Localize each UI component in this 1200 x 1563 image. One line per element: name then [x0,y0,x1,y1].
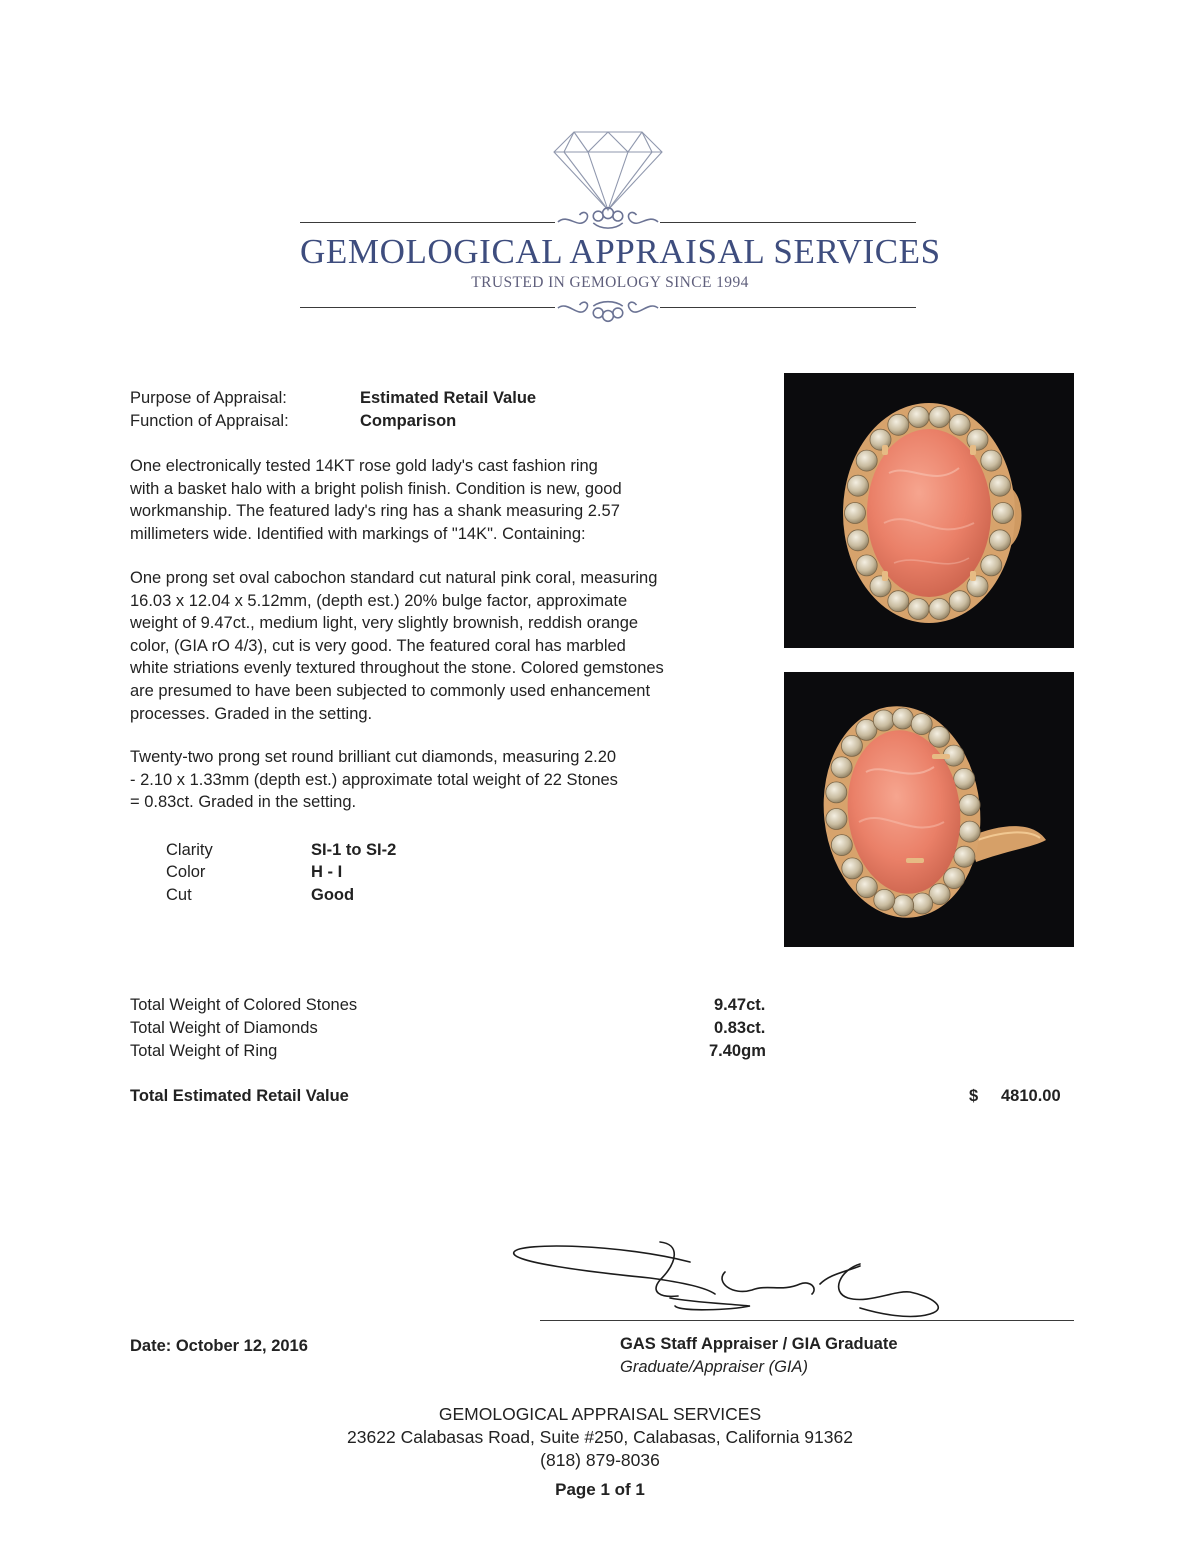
grade-value-color: H - I [311,863,343,881]
coral-description-line: weight of 9.47ct., medium light, very slightly brownish, reddish orange [130,614,639,633]
footer-company: GEMOLOGICAL APPRAISAL SERVICES [438,1404,762,1424]
total-ring-label: Total Weight of Ring [130,1042,278,1060]
halo-diamond [893,895,914,916]
coral-description-line: white striations evenly textured throughout the stone. Colored gemstones [130,659,664,678]
ring-description-line: with a basket halo with a bright polish finish. Condition is new, good [130,479,622,498]
ring-photo-bottom [784,672,1074,947]
halo-diamond [990,475,1011,496]
header-bottom-rule [300,307,555,308]
halo-diamond [873,710,894,731]
header-top-rule [300,222,555,223]
coral-description-line: 16.03 x 12.04 x 5.12mm, (depth est.) 20% bulge factor, approximate [130,591,628,610]
halo-diamond [842,858,863,879]
grade-value-clarity: SI-1 to SI-2 [311,841,397,859]
halo-diamond [911,714,932,735]
footer-address: 23622 Calabasas Road, Suite #250, Calabasas, California 91362 [347,1427,853,1447]
halo-diamond [944,868,965,889]
halo-diamond [841,735,862,756]
halo-diamond [949,591,970,612]
diamond-description-line: = 0.83ct. Graded in the setting. [130,793,357,812]
header-bottom-rule-right [660,307,916,308]
signature-line [540,1320,1074,1321]
halo-diamond [912,893,933,914]
halo-diamond [892,708,913,729]
ring-description-line: One electronically tested 14KT rose gold lady's cast fashion ring [130,457,598,475]
ring-description [130,455,775,545]
coral-description-line: color, (GIA rO 4/3), cut is very good. The featured coral has marbled [130,636,626,655]
total-diamonds-value: 0.83ct. [714,1019,766,1037]
halo-diamond [990,530,1011,551]
company-name: GEMOLOGICAL APPRAISAL SERVICES [300,232,941,271]
function-label: Function of Appraisal: [130,412,289,430]
halo-diamond [929,599,950,620]
total-diamonds-label: Total Weight of Diamonds [130,1019,318,1037]
halo-diamond [959,795,980,816]
halo-diamond [826,809,847,830]
ornament-swirl-bottom-icon [554,296,662,326]
appraisal-date: Date: October 12, 2016 [130,1337,308,1355]
halo-diamond [908,407,929,428]
coral-description-line: One prong set oval cabochon standard cut natural pink coral, measuring [130,569,658,587]
signature [500,1232,980,1332]
halo-diamond [908,599,929,620]
grade-label-cut: Cut [166,886,192,904]
appraiser-subtitle: Graduate/Appraiser (GIA) [620,1358,808,1376]
halo-diamond [888,591,909,612]
halo-diamond [874,889,895,910]
total-colored-stones-label: Total Weight of Colored Stones [130,996,358,1014]
ring-photo-top [784,373,1074,648]
function-value: Comparison [360,412,457,430]
halo-diamond [856,877,877,898]
halo-diamond [831,835,852,856]
retail-amount: 4810.00 [1001,1087,1061,1105]
halo-diamond [929,726,950,747]
halo-diamond [831,757,852,778]
grade-label-clarity: Clarity [166,841,213,859]
halo-diamond [856,555,877,576]
halo-diamond [888,414,909,435]
halo-diamond [954,846,975,867]
halo-diamond [848,530,869,551]
total-ring-value: 7.40gm [709,1042,766,1060]
grade-label-color: Color [166,863,206,881]
ring-description-line: workmanship. The featured lady's ring has a shank measuring 2.57 [130,502,620,521]
halo-diamond [993,503,1014,524]
total-colored-stones-value: 9.47ct. [714,996,766,1014]
halo-diamond [845,503,866,524]
halo-diamond [826,782,847,803]
diamond-description-line: - 2.10 x 1.33mm (depth est.) approximate total weight of 22 Stones [130,770,618,789]
retail-currency: $ [969,1087,979,1105]
company-tagline: TRUSTED IN GEMOLOGY SINCE 1994 [471,274,749,291]
halo-diamond [954,768,975,789]
appraiser-title: GAS Staff Appraiser / GIA Graduate [620,1335,898,1353]
coral-description-line: are presumed to have been subjected to commonly used enhancement [130,681,651,700]
grade-value-cut: Good [311,886,355,904]
ring-description-line: millimeters wide. Identified with markings of "14K". Containing: [130,524,586,543]
diamond-description [130,746,775,814]
halo-diamond [949,414,970,435]
diamond-logo-icon [552,130,664,212]
purpose-value: Estimated Retail Value [360,389,537,407]
coral-description [130,567,775,725]
purpose-label: Purpose of Appraisal: [130,389,287,407]
halo-diamond [848,475,869,496]
footer-phone: (818) 879-8036 [540,1450,660,1470]
header-top-rule-right [660,222,916,223]
ornament-swirl-top-icon [554,205,662,235]
coral-description-line: processes. Graded in the setting. [130,704,373,723]
halo-diamond [959,821,980,842]
halo-diamond [981,450,1002,471]
retail-value-label: Total Estimated Retail Value [130,1087,349,1105]
halo-diamond [929,407,950,428]
diamond-description-line: Twenty-two prong set round brilliant cut diamonds, measuring 2.20 [130,748,617,766]
page-number: Page 1 of 1 [555,1480,645,1499]
halo-diamond [981,555,1002,576]
halo-diamond [856,450,877,471]
